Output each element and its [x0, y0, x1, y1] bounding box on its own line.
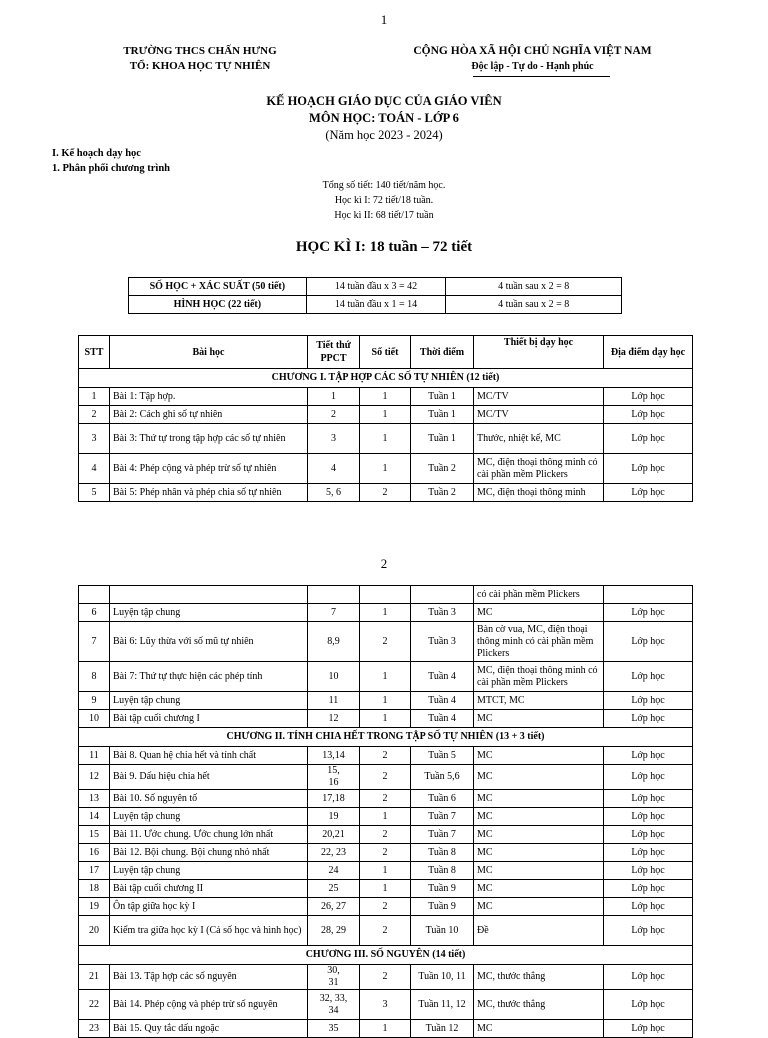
distribution-row [129, 278, 622, 296]
row-periods: 1 [360, 710, 411, 728]
national-motto: Độc lập - Tự do - Hạnh phúc [471, 61, 594, 72]
table-row [79, 916, 693, 946]
row-location: Lớp học [604, 965, 693, 990]
row-ppct: 1 [308, 388, 360, 406]
row-location: Lớp học [604, 826, 693, 844]
row-ppct: 2 [308, 406, 360, 424]
row-equipment: MTCT, MC [474, 692, 604, 710]
row-time [411, 586, 474, 604]
total-periods: Tổng số tiết: 140 tiết/năm học. [322, 180, 446, 191]
header-stt: STT [79, 336, 110, 369]
row-lesson: Bài 11. Ước chung. Ước chung lớn nhất [110, 826, 308, 844]
row-ppct: 15, 16 [308, 765, 360, 790]
row-lesson: Bài 5: Phép nhân và phép chia số tự nhiên [110, 484, 308, 502]
row-lesson: Bài tập cuối chương II [110, 880, 308, 898]
row-lesson: Luyện tập chung [110, 692, 308, 710]
row-periods: 2 [360, 484, 411, 502]
row-location: Lớp học [604, 765, 693, 790]
row-equipment: MC [474, 790, 604, 808]
row-time: Tuần 5,6 [411, 765, 474, 790]
table-row [79, 454, 693, 484]
row-periods: 2 [360, 747, 411, 765]
row-periods: 1 [360, 604, 411, 622]
row-stt: 23 [79, 1020, 110, 1038]
row-periods: 2 [360, 898, 411, 916]
table-row [79, 880, 693, 898]
title-line-3: (Năm học 2023 - 2024) [325, 128, 443, 142]
row-stt: 16 [79, 844, 110, 862]
row-ppct: 28, 29 [308, 916, 360, 946]
row-stt: 8 [79, 662, 110, 692]
row-location: Lớp học [604, 747, 693, 765]
header-ppct: Tiết thứ PPCT [308, 336, 360, 369]
row-stt: 6 [79, 604, 110, 622]
subsection-heading: 1. Phân phối chương trình [52, 163, 171, 174]
row-periods: 1 [360, 662, 411, 692]
row-location: Lớp học [604, 662, 693, 692]
distribution-last: 4 tuần sau x 2 = 8 [446, 278, 622, 296]
row-ppct: 32, 33, 34 [308, 990, 360, 1020]
row-lesson: Bài 4: Phép cộng và phép trừ số tự nhiên [110, 454, 308, 484]
row-equipment: MC [474, 765, 604, 790]
table-row [79, 990, 693, 1020]
row-periods: 1 [360, 406, 411, 424]
row-location: Lớp học [604, 898, 693, 916]
row-periods: 1 [360, 692, 411, 710]
distribution-label: HÌNH HỌC (22 tiết) [129, 296, 307, 314]
row-location: Lớp học [604, 388, 693, 406]
chapter-title: CHƯƠNG I. TẬP HỢP CÁC SỐ TỰ NHIÊN (12 tiết) [79, 369, 693, 388]
row-stt: 1 [79, 388, 110, 406]
row-periods: 1 [360, 808, 411, 826]
row-ppct: 20,21 [308, 826, 360, 844]
row-periods: 2 [360, 790, 411, 808]
row-lesson: Bài 15. Quy tắc dấu ngoặc [110, 1020, 308, 1038]
section-heading: I. Kế hoạch dạy học [52, 148, 141, 159]
row-periods [360, 586, 411, 604]
row-time: Tuần 4 [411, 662, 474, 692]
row-periods: 2 [360, 916, 411, 946]
row-location: Lớp học [604, 424, 693, 454]
row-lesson: Luyện tập chung [110, 604, 308, 622]
row-equipment: MC, điện thoại thông minh có cài phần mềm Plickers [474, 454, 604, 484]
row-lesson: Ôn tập giữa học kỳ I [110, 898, 308, 916]
row-stt: 2 [79, 406, 110, 424]
row-ppct [308, 586, 360, 604]
row-ppct: 17,18 [308, 790, 360, 808]
row-equipment: MC/TV [474, 406, 604, 424]
row-equipment: có cài phần mềm Plickers [474, 586, 604, 604]
row-periods: 1 [360, 454, 411, 484]
row-periods: 1 [360, 388, 411, 406]
row-equipment: Bàn cờ vua, MC, điện thoại thông minh có cài phần mềm Plickers [474, 622, 604, 662]
row-periods: 3 [360, 990, 411, 1020]
school-name: TRƯỜNG THCS CHẤN HƯNG [123, 45, 277, 57]
row-location: Lớp học [604, 1020, 693, 1038]
distribution-last: 4 tuần sau x 2 = 8 [446, 296, 622, 314]
header-time: Thời điểm [411, 336, 474, 369]
lesson-plan-table-continued [78, 585, 693, 1038]
row-time: Tuần 8 [411, 862, 474, 880]
row-ppct: 26, 27 [308, 898, 360, 916]
row-location: Lớp học [604, 790, 693, 808]
table-row [79, 862, 693, 880]
row-stt: 13 [79, 790, 110, 808]
lesson-plan-table [78, 335, 693, 502]
table-row [79, 826, 693, 844]
row-ppct: 11 [308, 692, 360, 710]
row-location: Lớp học [604, 406, 693, 424]
row-equipment: MC [474, 747, 604, 765]
row-equipment: MC, thước thẳng [474, 990, 604, 1020]
row-stt: 12 [79, 765, 110, 790]
row-ppct: 25 [308, 880, 360, 898]
table-row [79, 765, 693, 790]
row-time: Tuần 4 [411, 692, 474, 710]
row-equipment: MC [474, 826, 604, 844]
row-time: Tuần 6 [411, 790, 474, 808]
page-number: 1 [380, 12, 388, 27]
row-equipment: MC, điện thoại thông minh [474, 484, 604, 502]
row-time: Tuần 7 [411, 826, 474, 844]
row-stt: 3 [79, 424, 110, 454]
row-equipment: MC [474, 808, 604, 826]
row-time: Tuần 7 [411, 808, 474, 826]
row-stt: 5 [79, 484, 110, 502]
title-line-1: KẾ HOẠCH GIÁO DỤC CỦA GIÁO VIÊN [266, 94, 502, 108]
row-location: Lớp học [604, 862, 693, 880]
row-periods: 1 [360, 862, 411, 880]
row-ppct: 7 [308, 604, 360, 622]
row-stt: 15 [79, 826, 110, 844]
row-periods: 1 [360, 880, 411, 898]
row-periods: 2 [360, 844, 411, 862]
row-lesson: Bài 1: Tập hợp. [110, 388, 308, 406]
row-equipment: MC, thước thẳng [474, 965, 604, 990]
row-time: Tuần 3 [411, 622, 474, 662]
row-time: Tuần 2 [411, 454, 474, 484]
row-stt: 20 [79, 916, 110, 946]
row-equipment: MC, điện thoại thông minh có cài phần mềm Plickers [474, 662, 604, 692]
row-stt: 14 [79, 808, 110, 826]
row-location: Lớp học [604, 844, 693, 862]
table-body [79, 586, 693, 1038]
row-equipment: MC [474, 1020, 604, 1038]
table-row [79, 965, 693, 990]
page-number: 2 [380, 556, 388, 571]
row-time: Tuần 9 [411, 898, 474, 916]
row-equipment: MC [474, 898, 604, 916]
row-location: Lớp học [604, 622, 693, 662]
table-row [79, 710, 693, 728]
chapter-row [79, 369, 693, 388]
row-time: Tuần 10 [411, 916, 474, 946]
country-name: CỘNG HÒA XÃ HỘI CHỦ NGHĨA VIỆT NAM [413, 45, 652, 57]
term1-periods: Học kì I: 72 tiết/18 tuần. [334, 195, 434, 206]
row-equipment: MC [474, 710, 604, 728]
row-time: Tuần 3 [411, 604, 474, 622]
row-lesson: Bài 3: Thứ tự trong tập hợp các số tự nhiên [110, 424, 308, 454]
table-row [79, 586, 693, 604]
row-ppct: 12 [308, 710, 360, 728]
national-header [410, 44, 655, 74]
row-location: Lớp học [604, 990, 693, 1020]
header-equipment: Thiết bị dạy học [474, 336, 604, 369]
row-ppct: 13,14 [308, 747, 360, 765]
row-stt: 9 [79, 692, 110, 710]
row-ppct: 8,9 [308, 622, 360, 662]
row-time: Tuần 10, 11 [411, 965, 474, 990]
row-lesson: Bài 13. Tập hợp các số nguyên [110, 965, 308, 990]
term-heading: HỌC KÌ I: 18 tuần – 72 tiết [295, 239, 473, 255]
row-lesson: Bài 8. Quan hệ chia hết và tính chất [110, 747, 308, 765]
row-stt: 18 [79, 880, 110, 898]
table-row [79, 747, 693, 765]
table-row [79, 844, 693, 862]
row-location: Lớp học [604, 454, 693, 484]
distribution-table [128, 277, 622, 314]
row-equipment: Đề [474, 916, 604, 946]
row-location: Lớp học [604, 916, 693, 946]
row-location: Lớp học [604, 692, 693, 710]
table-body [79, 388, 693, 502]
row-stt: 10 [79, 710, 110, 728]
table-row [79, 424, 693, 454]
table-row [79, 604, 693, 622]
title-line-2: MÔN HỌC: TOÁN - LỚP 6 [309, 111, 459, 125]
row-time: Tuần 5 [411, 747, 474, 765]
row-ppct: 19 [308, 808, 360, 826]
row-time: Tuần 1 [411, 406, 474, 424]
row-periods: 1 [360, 1020, 411, 1038]
row-ppct: 35 [308, 1020, 360, 1038]
row-stt: 17 [79, 862, 110, 880]
chapter-title: CHƯƠNG II. TÍNH CHIA HẾT TRONG TẬP SỐ TỰ NHIÊN (13 + 3 tiết) [79, 728, 693, 747]
row-time: Tuần 11, 12 [411, 990, 474, 1020]
distribution-row [129, 296, 622, 314]
row-lesson: Luyện tập chung [110, 808, 308, 826]
row-lesson: Luyện tập chung [110, 862, 308, 880]
table-row [79, 406, 693, 424]
distribution-first: 14 tuần đầu x 3 = 42 [306, 278, 446, 296]
row-location: Lớp học [604, 808, 693, 826]
header-periods: Số tiết [360, 336, 411, 369]
document-title [0, 93, 768, 144]
row-equipment: MC [474, 862, 604, 880]
table-row [79, 898, 693, 916]
row-equipment: MC/TV [474, 388, 604, 406]
row-stt [79, 586, 110, 604]
chapter-row [79, 946, 693, 965]
row-time: Tuần 4 [411, 710, 474, 728]
row-ppct: 5, 6 [308, 484, 360, 502]
row-stt: 21 [79, 965, 110, 990]
row-lesson: Bài 9. Dấu hiệu chia hết [110, 765, 308, 790]
row-time: Tuần 2 [411, 484, 474, 502]
row-periods: 2 [360, 965, 411, 990]
table-row [79, 790, 693, 808]
row-location [604, 586, 693, 604]
row-ppct: 4 [308, 454, 360, 484]
header-location: Địa điểm dạy học [604, 336, 693, 369]
table-row [79, 808, 693, 826]
row-lesson: Kiểm tra giữa học kỳ I (Cả số học và hình học) [110, 916, 308, 946]
row-lesson: Bài 7: Thứ tự thực hiện các phép tính [110, 662, 308, 692]
distribution-first: 14 tuần đầu x 1 = 14 [306, 296, 446, 314]
row-periods: 1 [360, 424, 411, 454]
row-lesson: Bài 14. Phép cộng và phép trừ số nguyên [110, 990, 308, 1020]
table-header-row [79, 336, 693, 369]
row-equipment: MC [474, 844, 604, 862]
row-stt: 7 [79, 622, 110, 662]
row-equipment: MC [474, 880, 604, 898]
row-time: Tuần 8 [411, 844, 474, 862]
table-row [79, 692, 693, 710]
table-row [79, 662, 693, 692]
row-time: Tuần 1 [411, 388, 474, 406]
row-lesson: Bài tập cuối chương I [110, 710, 308, 728]
row-location: Lớp học [604, 710, 693, 728]
row-location: Lớp học [604, 604, 693, 622]
row-periods: 2 [360, 622, 411, 662]
row-ppct: 3 [308, 424, 360, 454]
table-row [79, 1020, 693, 1038]
term2-periods: Học kì II: 68 tiết/17 tuần [334, 210, 434, 221]
row-lesson: Bài 10. Số nguyên tố [110, 790, 308, 808]
row-stt: 22 [79, 990, 110, 1020]
row-lesson [110, 586, 308, 604]
row-equipment: MC [474, 604, 604, 622]
department-name: TỔ: KHOA HỌC TỰ NHIÊN [129, 60, 271, 72]
row-stt: 4 [79, 454, 110, 484]
period-summary [0, 178, 768, 223]
table-row [79, 388, 693, 406]
row-location: Lớp học [604, 880, 693, 898]
row-time: Tuần 12 [411, 1020, 474, 1038]
motto-underline [473, 76, 610, 77]
table-row [79, 622, 693, 662]
row-lesson: Bài 6: Lũy thừa với số mũ tự nhiên [110, 622, 308, 662]
row-lesson: Bài 2: Cách ghi số tự nhiên [110, 406, 308, 424]
row-stt: 19 [79, 898, 110, 916]
row-time: Tuần 9 [411, 880, 474, 898]
row-periods: 2 [360, 826, 411, 844]
row-stt: 11 [79, 747, 110, 765]
row-time: Tuần 1 [411, 424, 474, 454]
header-lesson: Bài học [110, 336, 308, 369]
row-lesson: Bài 12. Bội chung. Bội chung nhỏ nhất [110, 844, 308, 862]
row-ppct: 22, 23 [308, 844, 360, 862]
row-periods: 2 [360, 765, 411, 790]
school-header [100, 44, 300, 74]
row-location: Lớp học [604, 484, 693, 502]
row-ppct: 10 [308, 662, 360, 692]
distribution-label: SỐ HỌC + XÁC SUẤT (50 tiết) [129, 278, 307, 296]
chapter-row [79, 728, 693, 747]
chapter-title: CHƯƠNG III. SỐ NGUYÊN (14 tiết) [79, 946, 693, 965]
row-ppct: 24 [308, 862, 360, 880]
table-row [79, 484, 693, 502]
row-ppct: 30, 31 [308, 965, 360, 990]
row-equipment: Thước, nhiệt kế, MC [474, 424, 604, 454]
